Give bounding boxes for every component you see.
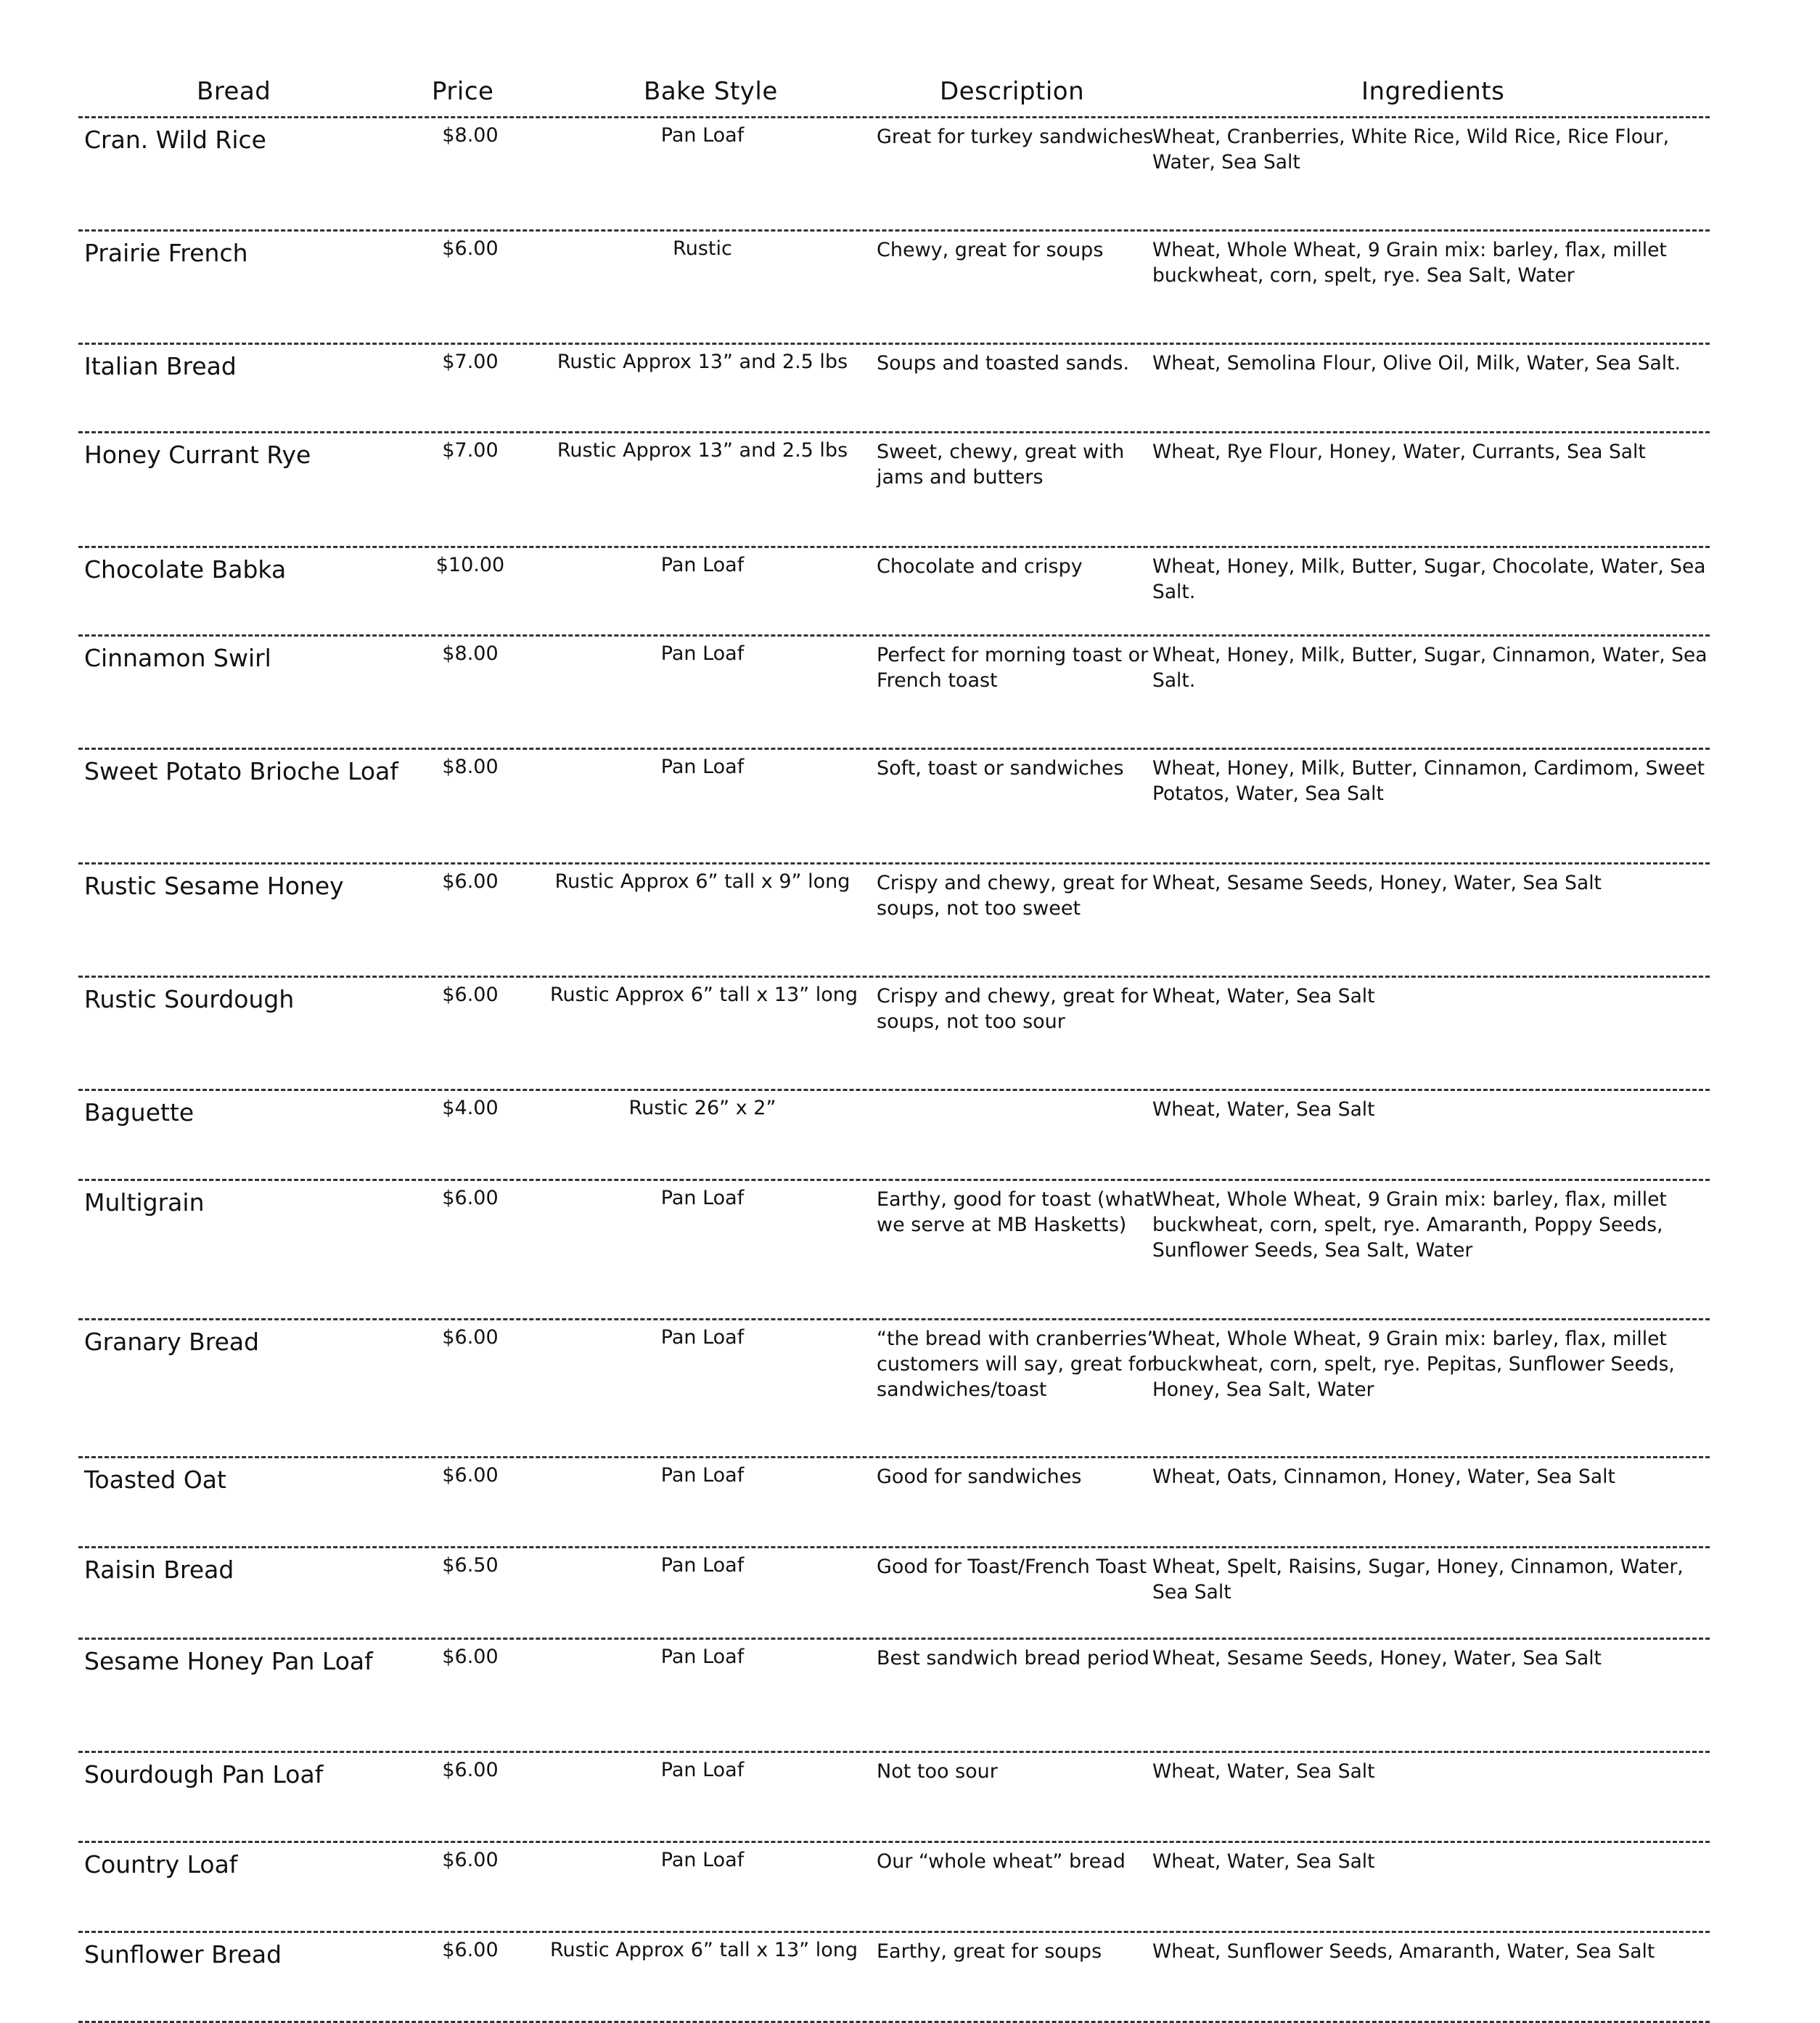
bread-description: Great for turkey sandwiches [877,126,1154,148]
bread-ingredients: Wheat, Honey, Milk, Butter, Sugar, Cinnamon, Water, Sea Salt. [1152,644,1708,692]
bake-style: Pan Loaf [660,1187,745,1209]
bread-description: Earthy, good for toast (what we serve at MB Hasketts) [877,1188,1153,1236]
bread-description: Crispy and chewy, great for soups, not too sweet [877,872,1148,920]
bread-description: Chocolate and crispy [877,555,1083,578]
bread-price: $4.00 [442,1097,499,1119]
row-divider [78,634,1710,637]
bake-style: Rustic Approx 6” tall x 13” long [550,1939,858,1961]
bread-name: Granary Bread [84,1328,260,1356]
bread-ingredients: Wheat, Oats, Cinnamon, Honey, Water, Sea Salt [1152,1466,1615,1488]
header-ingredients: Ingredients [1361,77,1505,106]
bread-ingredients: Wheat, Water, Sea Salt [1152,985,1375,1008]
bread-price: $6.00 [442,237,499,260]
bread-name: Cinnamon Swirl [84,644,271,672]
bread-description: “the bread with cranberries” customers will say, great for sandwiches/toast [877,1328,1157,1401]
bread-ingredients: Wheat, Spelt, Raisins, Sugar, Honey, Cinnamon, Water, Sea Salt [1152,1556,1684,1603]
bread-description: Perfect for morning toast or French toast [877,644,1149,692]
bread-name: Sunflower Bread [84,1940,282,1969]
bread-ingredients: Wheat, Honey, Milk, Butter, Cinnamon, Cardimom, Sweet Potatos, Water, Sea Salt [1152,757,1705,805]
row-divider [78,1751,1710,1753]
bread-menu-table [78,71,1710,1969]
row-divider [78,1179,1710,1181]
bread-price: $6.00 [442,1326,499,1349]
row-divider [78,1546,1710,1548]
bake-style: Pan Loaf [660,642,745,665]
bread-price: $6.00 [442,1464,499,1487]
bread-name: Raisin Bread [84,1556,234,1584]
row-divider [78,229,1710,232]
row-divider [78,1456,1710,1458]
header-bread: Bread [197,77,271,106]
bread-ingredients: Wheat, Whole Wheat, 9 Grain mix: barley, flax, millet buckwheat, corn, spelt, rye. Amaranth, Poppy Seeds, Sunflower Seeds, Sea Salt, Water [1152,1188,1667,1262]
bread-ingredients: Wheat, Rye Flour, Honey, Water, Currants, Sea Salt [1152,441,1646,463]
bread-description: Good for sandwiches [877,1466,1082,1488]
bread-name: Cran. Wild Rice [84,126,266,154]
bake-style: Pan Loaf [660,1759,745,1781]
bread-ingredients: Wheat, Sesame Seeds, Honey, Water, Sea Salt [1152,1647,1602,1670]
bread-description: Soups and toasted sands. [877,352,1130,375]
table-header [78,71,1710,118]
bake-style: Pan Loaf [660,1646,745,1668]
bread-description: Our “whole wheat” bread [877,1850,1126,1873]
bake-style: Rustic Approx 13” and 2.5 lbs [557,439,848,462]
bake-style: Pan Loaf [660,1464,745,1487]
bread-price: $10.00 [435,554,505,576]
bake-style: Rustic Approx 6” tall x 13” long [550,984,858,1006]
bread-price: $6.00 [442,1759,499,1781]
bread-price: $8.00 [442,642,499,665]
bread-description: Soft, toast or sandwiches [877,757,1124,780]
bread-name: Honey Currant Rye [84,441,311,469]
row-divider [78,748,1710,750]
row-divider [78,546,1710,548]
row-divider [78,343,1710,345]
bread-name: Toasted Oat [84,1466,226,1494]
bread-ingredients: Wheat, Water, Sea Salt [1152,1098,1375,1121]
bread-ingredients: Wheat, Sunflower Seeds, Amaranth, Water, Sea Salt [1152,1940,1655,1963]
bread-price: $7.00 [442,351,499,373]
bake-style: Pan Loaf [660,1849,745,1871]
bread-ingredients: Wheat, Water, Sea Salt [1152,1850,1375,1873]
row-divider [78,1089,1710,1091]
bread-description: Sweet, chewy, great with jams and butters [877,441,1125,489]
bread-ingredients: Wheat, Semolina Flour, Olive Oil, Milk, Water, Sea Salt. [1152,352,1681,375]
bread-ingredients: Wheat, Cranberries, White Rice, Wild Rice, Rice Flour, Water, Sea Salt [1152,126,1670,173]
bake-style: Rustic [673,237,732,260]
bread-price: $6.50 [442,1554,499,1577]
bread-price: $6.00 [442,984,499,1006]
bread-description: Not too sour [877,1760,998,1783]
row-divider [78,1318,1710,1320]
bread-description: Chewy, great for soups [877,239,1104,261]
bread-price: $6.00 [442,1849,499,1871]
bake-style: Rustic Approx 13” and 2.5 lbs [557,351,848,373]
bread-ingredients: Wheat, Whole Wheat, 9 Grain mix: barley, flax, millet buckwheat, corn, spelt, rye. Sea Salt, Water [1152,239,1667,287]
bread-description: Good for Toast/French Toast [877,1556,1147,1578]
bread-name: Prairie French [84,239,248,267]
bread-ingredients: Wheat, Honey, Milk, Butter, Sugar, Chocolate, Water, Sea Salt. [1152,555,1706,603]
bread-ingredients: Wheat, Sesame Seeds, Honey, Water, Sea Salt [1152,872,1602,894]
bake-style: Pan Loaf [660,1554,745,1577]
bake-style: Rustic Approx 6” tall x 9” long [554,870,850,893]
bread-ingredients: Wheat, Water, Sea Salt [1152,1760,1375,1783]
bread-price: $8.00 [442,124,499,147]
bread-name: Chocolate Babka [84,555,287,584]
row-divider [78,116,1710,118]
bread-name: Italian Bread [84,352,237,380]
header-price: Price [432,77,494,106]
bread-price: $6.00 [442,1939,499,1961]
bread-ingredients: Wheat, Whole Wheat, 9 Grain mix: barley, flax, millet buckwheat, corn, spelt, rye. Pepitas, Sunflower Seeds, Honey, Sea Salt, Water [1152,1328,1675,1401]
header-bake-style: Bake Style [644,77,778,106]
bread-name: Sesame Honey Pan Loaf [84,1647,373,1675]
row-divider [78,862,1710,865]
bread-price: $6.00 [442,1187,499,1209]
row-divider [78,431,1710,433]
bread-name: Country Loaf [84,1850,238,1879]
bake-style: Pan Loaf [660,554,745,576]
bread-description: Best sandwich bread period [877,1647,1149,1670]
bake-style: Pan Loaf [660,124,745,147]
bread-name: Sweet Potato Brioche Loaf [84,757,398,785]
bake-style: Rustic 26” x 2” [628,1097,776,1119]
bread-price: $6.00 [442,1646,499,1668]
bread-price: $8.00 [442,756,499,778]
bread-name: Baguette [84,1098,194,1127]
bread-price: $6.00 [442,870,499,893]
bread-name: Rustic Sesame Honey [84,872,344,900]
bread-name: Rustic Sourdough [84,985,295,1013]
bread-name: Multigrain [84,1188,205,1217]
bake-style: Pan Loaf [660,756,745,778]
row-divider [78,976,1710,978]
row-divider [78,1841,1710,1843]
bread-name: Sourdough Pan Loaf [84,1760,324,1789]
bread-price: $7.00 [442,439,499,462]
row-divider [78,1638,1710,1640]
row-divider [78,1931,1710,1933]
bake-style: Pan Loaf [660,1326,745,1349]
bread-description: Earthy, great for soups [877,1940,1102,1963]
bread-description: Crispy and chewy, great for soups, not too sour [877,985,1148,1033]
header-description: Description [940,77,1085,106]
